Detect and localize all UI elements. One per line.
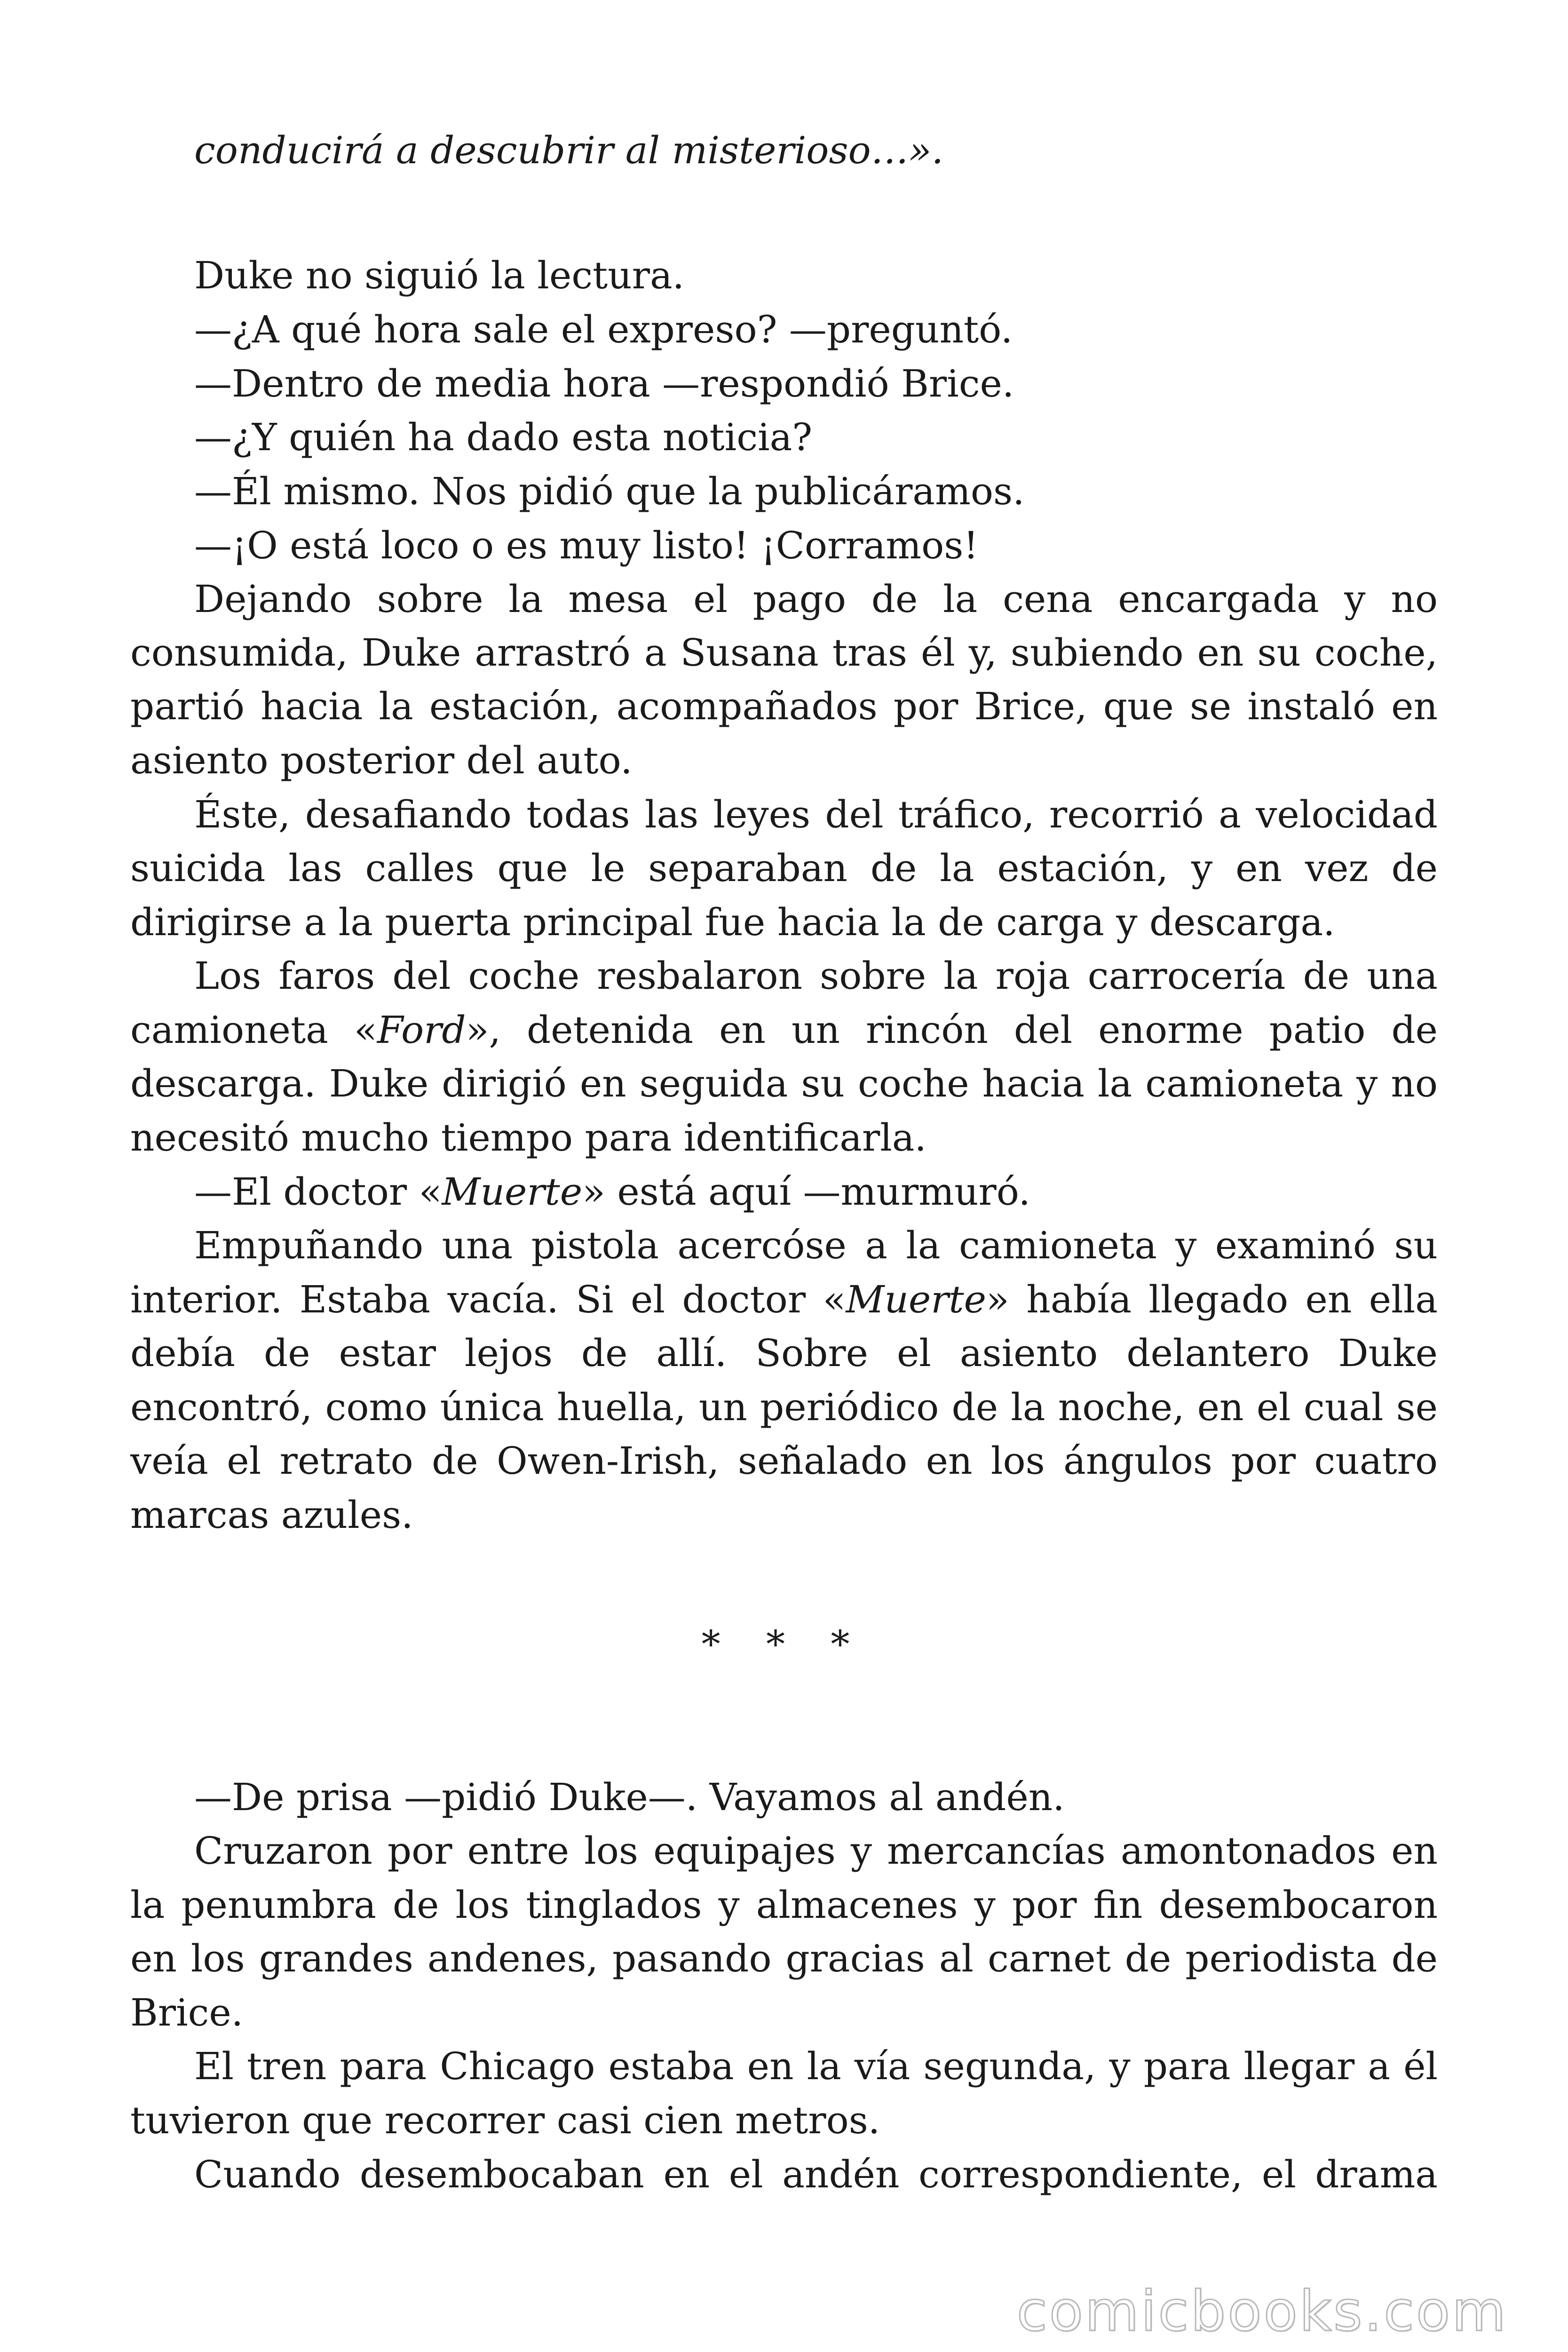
text-line: suicida las calles que le separaban de la estación, y en vez de (130, 846, 1438, 890)
italic-word: Muerte (846, 1278, 986, 1321)
text-line: Duke no siguió la lectura. (194, 254, 685, 297)
text-line: dirigirse a la puerta principal fue hacia la de carga y descarga. (130, 900, 1335, 944)
text-line: Cuando desembocaban en el andén correspondiente, el drama (194, 2153, 1438, 2196)
watermark: comicbooks.com (1016, 2279, 1508, 2344)
text-line: Dejando sobre la mesa el pago de la cena encargada y no (194, 577, 1438, 621)
text-segment: interior. Estaba vacía. Si el doctor « (130, 1278, 846, 1321)
text-line: Éste, desafiando todas las leyes del tráfico, recorrió a velocidad (194, 793, 1438, 836)
text-segment: », detenida en un rincón del enorme patio de (466, 1008, 1438, 1052)
text-segment: —El doctor « (194, 1170, 442, 1214)
text-line: El tren para Chicago estaba en la vía segunda, y para llegar a él (194, 2044, 1438, 2088)
text-line: conducirá a descubrir al misterioso…». (194, 128, 944, 172)
text-line: la penumbra de los tinglados y almacenes y por fin desembocaron (130, 1883, 1438, 1927)
section-separator: * * * (701, 1622, 867, 1666)
text-line: consumida, Duke arrastró a Susana tras él y, subiendo en su coche, (130, 631, 1438, 675)
text-line: partió hacia la estación, acompañados por Brice, que se instaló en (130, 684, 1438, 728)
text-segment: » había llegado en ella (986, 1278, 1438, 1321)
text-segment: » está aquí —murmuró. (582, 1170, 1030, 1214)
text-line: —Él mismo. Nos pidió que la publicáramos. (194, 469, 1025, 513)
text-line: asiento posterior del auto. (130, 739, 633, 782)
text-line: Cruzaron por entre los equipajes y mercancías amontonados en (194, 1829, 1438, 1873)
text-line: —¡O está loco o es muy listo! ¡Corramos! (194, 524, 979, 567)
text-line: —¿A qué hora sale el expreso? —preguntó. (194, 308, 1013, 351)
text-line: necesitó mucho tiempo para identificarla. (130, 1116, 927, 1160)
text-line: debía de estar lejos de allí. Sobre el asiento delantero Duke (130, 1331, 1438, 1375)
text-line: —De prisa —pidió Duke—. Vayamos al andén. (194, 1775, 1065, 1819)
text-line: Empuñando una pistola acercóse a la camioneta y examinó su (194, 1224, 1438, 1267)
italic-word: Ford (377, 1008, 466, 1052)
text-line: descarga. Duke dirigió en seguida su coche hacia la camioneta y no (130, 1062, 1438, 1105)
book-page (130, 0, 1438, 2352)
text-line: Brice. (130, 1991, 244, 2034)
italic-word: Muerte (442, 1170, 583, 1214)
text-line: Los faros del coche resbalaron sobre la roja carrocería de una (194, 954, 1438, 998)
text-line (130, 1003, 1438, 1057)
text-line: encontró, como única huella, un periódico de la noche, en el cual se (130, 1385, 1438, 1429)
text-line: tuvieron que recorrer casi cien metros. (130, 2098, 880, 2142)
text-line: en los grandes andenes, pasando gracias al carnet de periodista de (130, 1937, 1438, 1980)
text-line: —¿Y quién ha dado esta noticia? (194, 415, 813, 459)
text-line: —Dentro de media hora —respondió Brice. (194, 362, 1014, 405)
text-line (130, 1272, 1438, 1327)
text-line: marcas azules. (130, 1493, 413, 1537)
text-line (130, 1165, 1438, 1219)
text-segment: camioneta « (130, 1008, 377, 1052)
text-line: veía el retrato de Owen-Irish, señalado en los ángulos por cuatro (130, 1439, 1438, 1483)
